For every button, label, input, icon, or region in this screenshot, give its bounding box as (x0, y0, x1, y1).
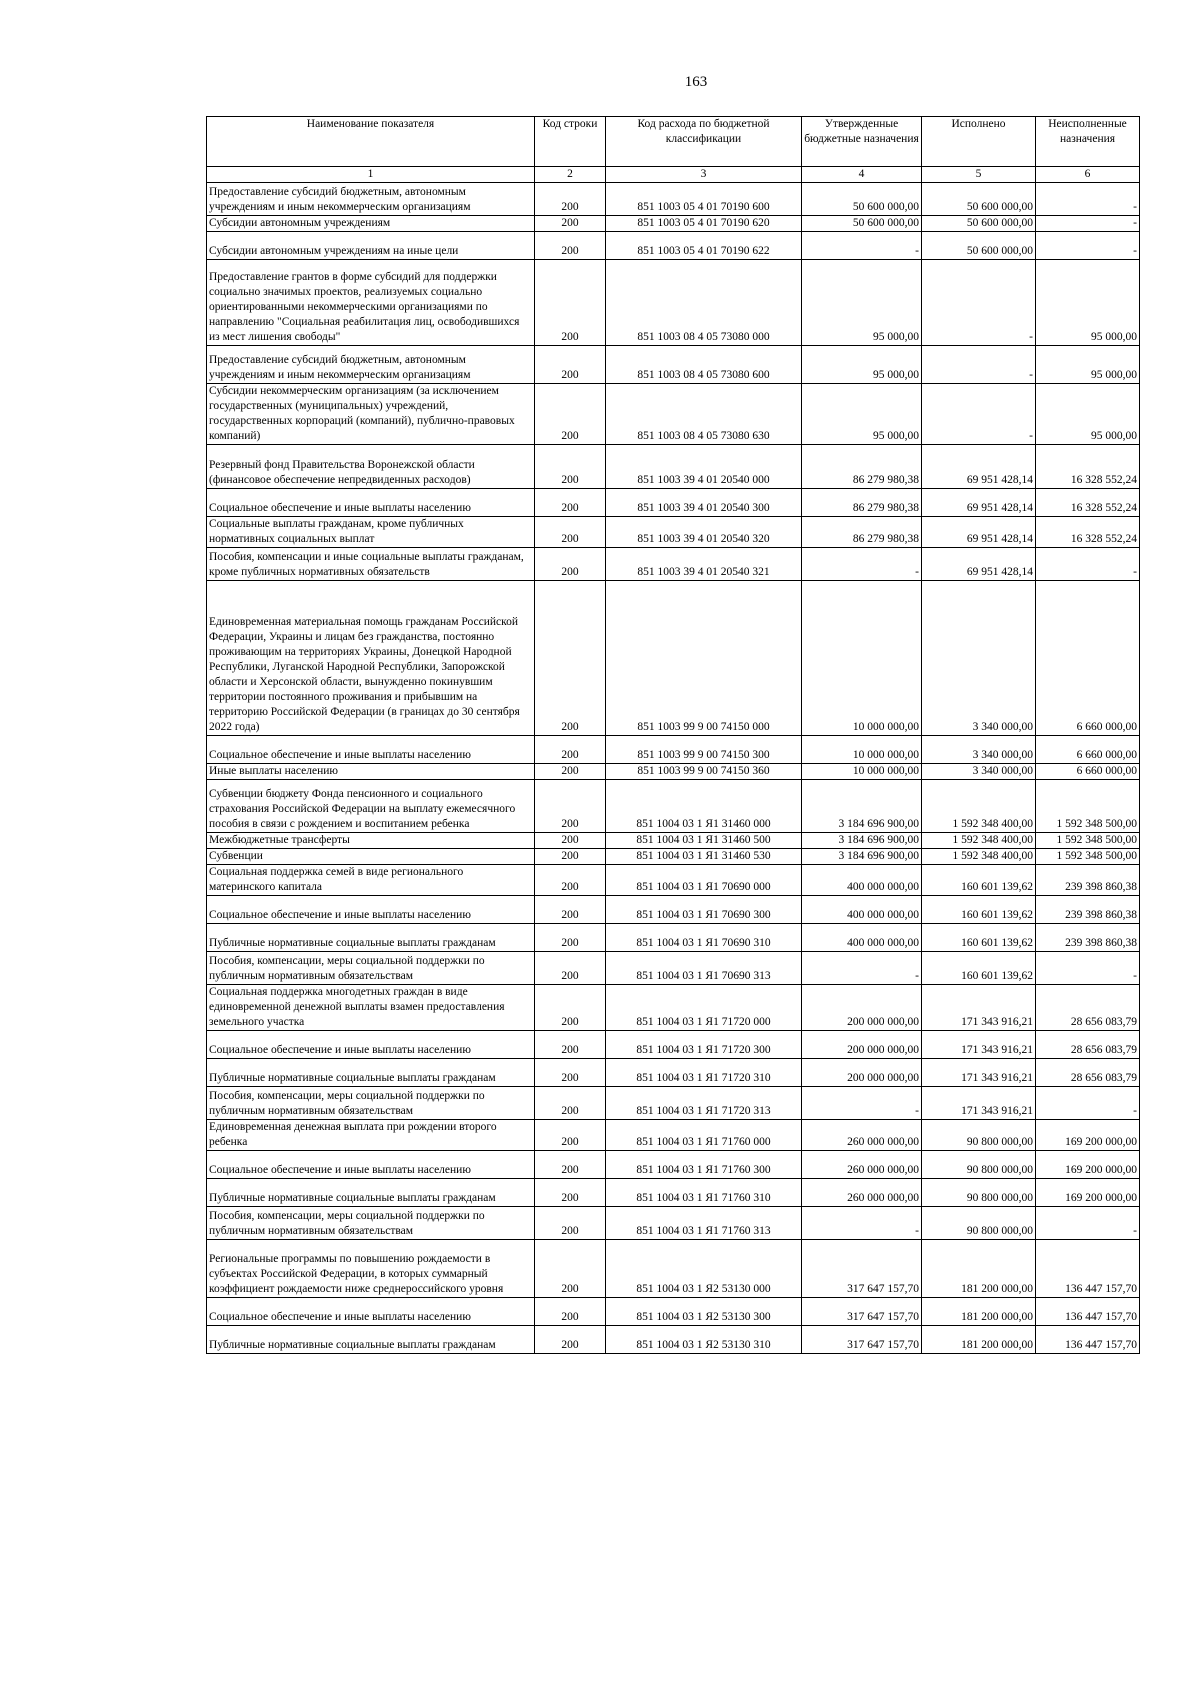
row-approved: 3 184 696 900,00 (802, 849, 922, 865)
row-line-code: 200 (535, 1240, 606, 1298)
row-line-code: 200 (535, 216, 606, 232)
row-approved: - (802, 548, 922, 581)
table-row (207, 1207, 1140, 1240)
row-name: Публичные нормативные социальные выплаты гражданам (207, 1326, 535, 1354)
row-name: Социальное обеспечение и иные выплаты населению (207, 1298, 535, 1326)
row-executed: 3 340 000,00 (922, 581, 1036, 736)
row-unexecuted: - (1036, 216, 1140, 232)
table-row (207, 1087, 1140, 1120)
row-executed: 3 340 000,00 (922, 736, 1036, 764)
row-line-code: 200 (535, 1298, 606, 1326)
row-executed: 181 200 000,00 (922, 1326, 1036, 1354)
row-name: Социальная поддержка семей в виде регионального материнского капитала (207, 865, 535, 896)
row-unexecuted: 1 592 348 500,00 (1036, 833, 1140, 849)
row-unexecuted: 16 328 552,24 (1036, 445, 1140, 489)
row-approved: 95 000,00 (802, 384, 922, 445)
row-unexecuted: 1 592 348 500,00 (1036, 849, 1140, 865)
table-row (207, 548, 1140, 581)
table-row (207, 1059, 1140, 1087)
table-row (207, 1031, 1140, 1059)
table-row (207, 1120, 1140, 1151)
row-unexecuted: 16 328 552,24 (1036, 517, 1140, 548)
row-name: Резервный фонд Правительства Воронежской области (финансовое обеспечение непредвиденных расходов) (207, 445, 535, 489)
row-line-code: 200 (535, 896, 606, 924)
row-approved: 317 647 157,70 (802, 1240, 922, 1298)
row-unexecuted: 6 660 000,00 (1036, 764, 1140, 780)
row-unexecuted: 1 592 348 500,00 (1036, 780, 1140, 833)
column-number: 3 (606, 167, 802, 183)
row-name: Пособия, компенсации и иные социальные выплаты гражданам, кроме публичных нормативных обязательств (207, 548, 535, 581)
row-budget-code: 851 1003 99 9 00 74150 300 (606, 736, 802, 764)
row-budget-code: 851 1003 39 4 01 20540 000 (606, 445, 802, 489)
row-executed: 69 951 428,14 (922, 445, 1036, 489)
row-budget-code: 851 1003 39 4 01 20540 320 (606, 517, 802, 548)
row-name: Публичные нормативные социальные выплаты гражданам (207, 924, 535, 952)
row-unexecuted: 95 000,00 (1036, 260, 1140, 346)
row-line-code: 200 (535, 445, 606, 489)
row-unexecuted: 136 447 157,70 (1036, 1240, 1140, 1298)
row-executed: 90 800 000,00 (922, 1179, 1036, 1207)
row-approved: 10 000 000,00 (802, 736, 922, 764)
row-budget-code: 851 1004 03 1 Я2 53130 000 (606, 1240, 802, 1298)
row-budget-code: 851 1004 03 1 Я1 71760 000 (606, 1120, 802, 1151)
row-executed: 1 592 348 400,00 (922, 780, 1036, 833)
header-unexecuted: Неисполненные назначения (1036, 117, 1140, 167)
row-name: Иные выплаты населению (207, 764, 535, 780)
row-approved: - (802, 952, 922, 985)
column-number: 1 (207, 167, 535, 183)
column-number: 5 (922, 167, 1036, 183)
row-budget-code: 851 1004 03 1 Я1 31460 000 (606, 780, 802, 833)
row-name: Предоставление субсидий бюджетным, автономным учреждениям и иным некоммерческим организациям (207, 183, 535, 216)
row-name: Пособия, компенсации, меры социальной поддержки по публичным нормативным обязательствам (207, 1207, 535, 1240)
row-line-code: 200 (535, 1207, 606, 1240)
row-budget-code: 851 1004 03 1 Я2 53130 310 (606, 1326, 802, 1354)
table-row (207, 260, 1140, 346)
row-unexecuted: 169 200 000,00 (1036, 1151, 1140, 1179)
table-header-row (207, 117, 1140, 167)
header-approved: Утвержденные бюджетные назначения (802, 117, 922, 167)
row-name: Социальное обеспечение и иные выплаты населению (207, 736, 535, 764)
row-approved: 260 000 000,00 (802, 1151, 922, 1179)
table-row (207, 232, 1140, 260)
row-name: Субсидии автономным учреждениям (207, 216, 535, 232)
row-name: Социальная поддержка многодетных граждан в виде единовременной денежной выплаты взамен предоставления земельного участка (207, 985, 535, 1031)
table-row (207, 384, 1140, 445)
table-row (207, 1179, 1140, 1207)
row-executed: 1 592 348 400,00 (922, 833, 1036, 849)
row-executed: - (922, 260, 1036, 346)
table-row (207, 764, 1140, 780)
row-name: Межбюджетные трансферты (207, 833, 535, 849)
header-budget-code: Код расхода по бюджетной классификации (606, 117, 802, 167)
row-name: Публичные нормативные социальные выплаты гражданам (207, 1059, 535, 1087)
row-budget-code: 851 1003 39 4 01 20540 300 (606, 489, 802, 517)
row-approved: 50 600 000,00 (802, 183, 922, 216)
row-line-code: 200 (535, 581, 606, 736)
row-approved: 260 000 000,00 (802, 1179, 922, 1207)
row-executed: 171 343 916,21 (922, 1087, 1036, 1120)
row-executed: 90 800 000,00 (922, 1120, 1036, 1151)
table-row (207, 896, 1140, 924)
row-approved: 200 000 000,00 (802, 1059, 922, 1087)
row-name: Пособия, компенсации, меры социальной поддержки по публичным нормативным обязательствам (207, 952, 535, 985)
row-approved: 95 000,00 (802, 346, 922, 384)
row-unexecuted: 169 200 000,00 (1036, 1120, 1140, 1151)
row-name: Субвенции бюджету Фонда пенсионного и социального страхования Российской Федерации на выплату ежемесячного пособия в связи с рождением и воспитанием ребенка (207, 780, 535, 833)
row-budget-code: 851 1004 03 1 Я1 71720 300 (606, 1031, 802, 1059)
row-approved: 86 279 980,38 (802, 489, 922, 517)
row-budget-code: 851 1003 39 4 01 20540 321 (606, 548, 802, 581)
row-line-code: 200 (535, 1326, 606, 1354)
row-approved: 3 184 696 900,00 (802, 833, 922, 849)
column-number: 2 (535, 167, 606, 183)
row-executed: 69 951 428,14 (922, 517, 1036, 548)
table-row (207, 736, 1140, 764)
row-line-code: 200 (535, 489, 606, 517)
row-executed: - (922, 346, 1036, 384)
row-approved: 400 000 000,00 (802, 896, 922, 924)
row-line-code: 200 (535, 849, 606, 865)
table-row (207, 216, 1140, 232)
table-row (207, 183, 1140, 216)
row-approved: - (802, 1207, 922, 1240)
row-name: Социальные выплаты гражданам, кроме публичных нормативных социальных выплат (207, 517, 535, 548)
row-approved: 400 000 000,00 (802, 924, 922, 952)
row-line-code: 200 (535, 833, 606, 849)
row-line-code: 200 (535, 1179, 606, 1207)
row-line-code: 200 (535, 952, 606, 985)
row-executed: 160 601 139,62 (922, 952, 1036, 985)
row-executed: 181 200 000,00 (922, 1298, 1036, 1326)
row-unexecuted: - (1036, 232, 1140, 260)
row-line-code: 200 (535, 517, 606, 548)
row-line-code: 200 (535, 548, 606, 581)
row-budget-code: 851 1003 08 4 05 73080 600 (606, 346, 802, 384)
header-executed: Исполнено (922, 117, 1036, 167)
row-budget-code: 851 1003 05 4 01 70190 622 (606, 232, 802, 260)
row-approved: 260 000 000,00 (802, 1120, 922, 1151)
row-budget-code: 851 1004 03 1 Я1 31460 500 (606, 833, 802, 849)
row-approved: 10 000 000,00 (802, 764, 922, 780)
row-budget-code: 851 1004 03 1 Я2 53130 300 (606, 1298, 802, 1326)
row-approved: 50 600 000,00 (802, 216, 922, 232)
table-row (207, 780, 1140, 833)
row-budget-code: 851 1004 03 1 Я1 71760 310 (606, 1179, 802, 1207)
table-body (207, 183, 1140, 1354)
row-line-code: 200 (535, 346, 606, 384)
row-unexecuted: - (1036, 1207, 1140, 1240)
row-executed: 171 343 916,21 (922, 985, 1036, 1031)
page-number: 163 (684, 74, 708, 90)
row-budget-code: 851 1003 99 9 00 74150 000 (606, 581, 802, 736)
row-approved: 200 000 000,00 (802, 1031, 922, 1059)
row-executed: 181 200 000,00 (922, 1240, 1036, 1298)
row-line-code: 200 (535, 1087, 606, 1120)
row-budget-code: 851 1004 03 1 Я1 70690 000 (606, 865, 802, 896)
row-line-code: 200 (535, 1031, 606, 1059)
row-unexecuted: 239 398 860,38 (1036, 865, 1140, 896)
row-executed: 171 343 916,21 (922, 1031, 1036, 1059)
row-unexecuted: 16 328 552,24 (1036, 489, 1140, 517)
row-unexecuted: 239 398 860,38 (1036, 896, 1140, 924)
row-approved: - (802, 232, 922, 260)
row-line-code: 200 (535, 924, 606, 952)
row-name: Субвенции (207, 849, 535, 865)
row-line-code: 200 (535, 780, 606, 833)
budget-execution-table (206, 116, 1140, 1354)
row-executed: 160 601 139,62 (922, 924, 1036, 952)
table-row (207, 1298, 1140, 1326)
row-executed: 1 592 348 400,00 (922, 849, 1036, 865)
row-unexecuted: 239 398 860,38 (1036, 924, 1140, 952)
row-unexecuted: 136 447 157,70 (1036, 1298, 1140, 1326)
row-name: Субсидии автономным учреждениям на иные цели (207, 232, 535, 260)
row-approved: 317 647 157,70 (802, 1326, 922, 1354)
row-name: Региональные программы по повышению рождаемости в субъектах Российской Федерации, в которых суммарный коэффициент рождаемости ниже среднероссийского уровня (207, 1240, 535, 1298)
row-unexecuted: 28 656 083,79 (1036, 1031, 1140, 1059)
row-name: Предоставление грантов в форме субсидий для поддержки социально значимых проектов, реализуемых социально ориентированными некоммерческими организациями по направлению "Социальная реабилитация лиц, освободившихся из мест лишения свободы" (207, 260, 535, 346)
row-executed: 69 951 428,14 (922, 548, 1036, 581)
row-executed: - (922, 384, 1036, 445)
row-line-code: 200 (535, 183, 606, 216)
row-budget-code: 851 1004 03 1 Я1 71720 310 (606, 1059, 802, 1087)
table-row (207, 445, 1140, 489)
row-name: Пособия, компенсации, меры социальной поддержки по публичным нормативным обязательствам (207, 1087, 535, 1120)
row-name: Единовременная денежная выплата при рождении второго ребенка (207, 1120, 535, 1151)
row-executed: 160 601 139,62 (922, 896, 1036, 924)
column-number-row (207, 167, 1140, 183)
row-name: Предоставление субсидий бюджетным, автономным учреждениям и иным некоммерческим организациям (207, 346, 535, 384)
row-budget-code: 851 1003 08 4 05 73080 630 (606, 384, 802, 445)
row-budget-code: 851 1004 03 1 Я1 71720 313 (606, 1087, 802, 1120)
table-row (207, 865, 1140, 896)
row-name: Субсидии некоммерческим организациям (за исключением государственных (муниципальных) учреждений, государственных корпораций (компаний), публично-правовых компаний) (207, 384, 535, 445)
row-line-code: 200 (535, 260, 606, 346)
table-row (207, 517, 1140, 548)
row-unexecuted: - (1036, 952, 1140, 985)
row-budget-code: 851 1004 03 1 Я1 71760 313 (606, 1207, 802, 1240)
row-line-code: 200 (535, 764, 606, 780)
row-executed: 50 600 000,00 (922, 216, 1036, 232)
row-executed: 69 951 428,14 (922, 489, 1036, 517)
table-row (207, 849, 1140, 865)
row-approved: 400 000 000,00 (802, 865, 922, 896)
row-approved: 10 000 000,00 (802, 581, 922, 736)
row-unexecuted: 169 200 000,00 (1036, 1179, 1140, 1207)
row-unexecuted: - (1036, 183, 1140, 216)
row-unexecuted: 28 656 083,79 (1036, 985, 1140, 1031)
row-approved: 95 000,00 (802, 260, 922, 346)
row-approved: 86 279 980,38 (802, 445, 922, 489)
row-unexecuted: 6 660 000,00 (1036, 581, 1140, 736)
row-budget-code: 851 1003 05 4 01 70190 600 (606, 183, 802, 216)
row-unexecuted: 136 447 157,70 (1036, 1326, 1140, 1354)
row-unexecuted: 95 000,00 (1036, 384, 1140, 445)
row-executed: 3 340 000,00 (922, 764, 1036, 780)
row-name: Социальное обеспечение и иные выплаты населению (207, 1151, 535, 1179)
row-executed: 171 343 916,21 (922, 1059, 1036, 1087)
row-executed: 90 800 000,00 (922, 1207, 1036, 1240)
row-line-code: 200 (535, 985, 606, 1031)
table-row (207, 1240, 1140, 1298)
row-budget-code: 851 1003 99 9 00 74150 360 (606, 764, 802, 780)
header-line-code: Код строки (535, 117, 606, 167)
row-executed: 90 800 000,00 (922, 1151, 1036, 1179)
table-row (207, 1151, 1140, 1179)
table-row (207, 833, 1140, 849)
row-line-code: 200 (535, 865, 606, 896)
row-approved: 86 279 980,38 (802, 517, 922, 548)
table-row (207, 581, 1140, 736)
row-approved: 3 184 696 900,00 (802, 780, 922, 833)
row-unexecuted: - (1036, 1087, 1140, 1120)
row-name: Социальное обеспечение и иные выплаты населению (207, 896, 535, 924)
row-line-code: 200 (535, 232, 606, 260)
row-unexecuted: 95 000,00 (1036, 346, 1140, 384)
row-executed: 50 600 000,00 (922, 183, 1036, 216)
row-unexecuted: - (1036, 548, 1140, 581)
row-budget-code: 851 1004 03 1 Я1 71720 000 (606, 985, 802, 1031)
row-budget-code: 851 1003 05 4 01 70190 620 (606, 216, 802, 232)
row-executed: 160 601 139,62 (922, 865, 1036, 896)
row-approved: 200 000 000,00 (802, 985, 922, 1031)
row-budget-code: 851 1004 03 1 Я1 70690 300 (606, 896, 802, 924)
row-name: Социальное обеспечение и иные выплаты населению (207, 1031, 535, 1059)
row-line-code: 200 (535, 1151, 606, 1179)
row-line-code: 200 (535, 384, 606, 445)
table-row (207, 952, 1140, 985)
row-budget-code: 851 1004 03 1 Я1 71760 300 (606, 1151, 802, 1179)
row-name: Публичные нормативные социальные выплаты гражданам (207, 1179, 535, 1207)
row-unexecuted: 6 660 000,00 (1036, 736, 1140, 764)
row-budget-code: 851 1004 03 1 Я1 70690 310 (606, 924, 802, 952)
row-approved: - (802, 1087, 922, 1120)
row-line-code: 200 (535, 1059, 606, 1087)
row-budget-code: 851 1004 03 1 Я1 70690 313 (606, 952, 802, 985)
row-unexecuted: 28 656 083,79 (1036, 1059, 1140, 1087)
table-row (207, 924, 1140, 952)
table-row (207, 489, 1140, 517)
table-row (207, 1326, 1140, 1354)
column-number: 4 (802, 167, 922, 183)
table-row (207, 346, 1140, 384)
row-name: Социальное обеспечение и иные выплаты населению (207, 489, 535, 517)
column-number: 6 (1036, 167, 1140, 183)
row-line-code: 200 (535, 736, 606, 764)
row-line-code: 200 (535, 1120, 606, 1151)
header-name: Наименование показателя (207, 117, 535, 167)
row-name: Единовременная материальная помощь гражданам Российской Федерации, Украины и лицам без гражданства, постоянно проживающим на территориях Украины, Донецкой Народной Республики, Луганской Народной Республики, Запорожской области и Херсонской области, вынужденно покинувшим территории постоянного проживания и прибывшим на территорию Российской Федерации (в границах до 30 сентября 2022 года) (207, 581, 535, 736)
table-row (207, 985, 1140, 1031)
row-budget-code: 851 1003 08 4 05 73080 000 (606, 260, 802, 346)
row-executed: 50 600 000,00 (922, 232, 1036, 260)
row-approved: 317 647 157,70 (802, 1298, 922, 1326)
row-budget-code: 851 1004 03 1 Я1 31460 530 (606, 849, 802, 865)
